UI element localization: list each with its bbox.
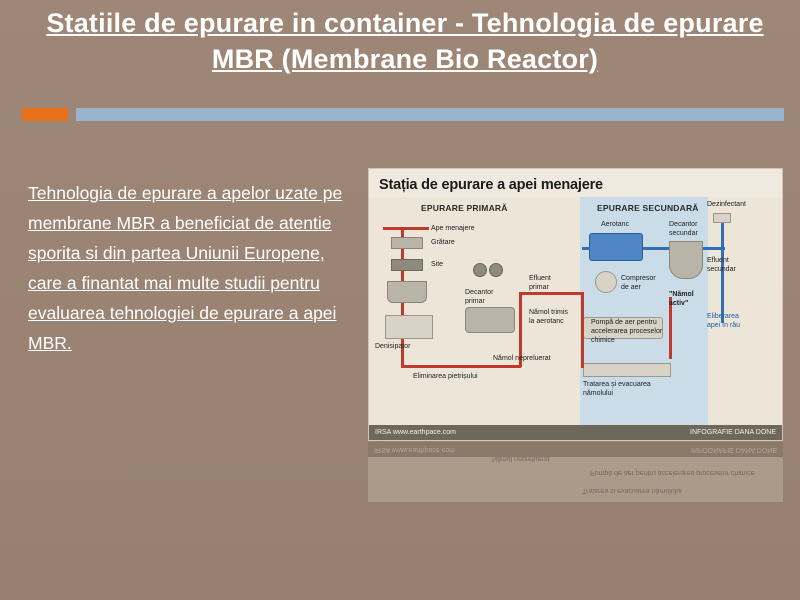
label-eliminarea-pietrisului: Eliminarea pietrișului: [413, 373, 478, 380]
reflection-source: IRSA www.earthpace.com: [374, 446, 455, 453]
divider-accent-blue: [76, 108, 784, 121]
reflection-label-2: Pompă de aer pentru accelerarea proceselor chimice: [590, 469, 755, 476]
pipe-to-aerotank: [582, 247, 590, 250]
figure-reflection: [368, 442, 783, 502]
label-decantor-secundar: Decantor secundar: [669, 221, 698, 237]
label-tratarea-namolului: Tratarea și evacuarea nămolului: [583, 381, 651, 397]
label-namol-activ: "Nămol activ": [669, 291, 694, 307]
zone-label-primary: EPURARE PRIMARĂ: [421, 203, 508, 213]
divider-accent-orange: [22, 108, 68, 121]
reflection-credit: INFOGRAFIE DANA DONE: [691, 446, 777, 453]
disinfectant-unit: [713, 213, 731, 223]
label-efluent-primar: Efluent primar: [529, 275, 551, 291]
label-ape-menajere: Ape menajere: [431, 225, 475, 232]
body-paragraph: Tehnologia de epurare a apelor uzate pe membrane MBR a beneficiat de atentie sporita si din partea Uniunii Europene, care a finantat mai multe studii pentru evaluarea tehnologiei de epurare a apei MBR.: [28, 183, 343, 354]
pipe-sludge-return: [581, 292, 584, 368]
pump-1: [473, 263, 487, 277]
label-gratare: Grătare: [431, 239, 455, 246]
reflection-surface: [368, 442, 783, 502]
pipe-to-secondary-decanter: [643, 247, 669, 250]
pipe-primary-bottom: [401, 365, 521, 368]
label-compresor-de-aer: Compresor de aer: [621, 275, 656, 291]
sand-trap: [385, 315, 433, 339]
label-namol-nepreluerat: Nămol nepreluerat: [493, 355, 551, 362]
secondary-decanter: [669, 241, 703, 279]
pump-2: [489, 263, 503, 277]
screen-unit: [391, 237, 423, 249]
figure-credit: INFOGRAFIE DANA DONE: [690, 429, 776, 436]
zone-label-secondary: EPURARE SECUNDARĂ: [597, 203, 699, 213]
zone-disinfection: [708, 197, 782, 425]
figure-wastewater-diagram: [368, 168, 783, 441]
label-dezinfectant: Dezinfectant: [707, 201, 746, 208]
reflection-label-3: Nămol nepreluerat: [492, 455, 550, 462]
aeration-tank: [589, 233, 643, 261]
label-eliberarea-apei: Eliberarea apei în râu: [707, 313, 741, 329]
sieve-unit: [391, 259, 423, 271]
primary-decanter: [465, 307, 515, 333]
sludge-treatment: [583, 363, 671, 377]
air-compressor: [595, 271, 617, 293]
page-title: Statiile de epurare in container - Tehnologia de epurare MBR (Membrane Bio Reactor): [46, 8, 764, 74]
reflection-footer: [368, 442, 783, 457]
divider: [0, 106, 800, 122]
label-aerotanc: Aerotanc: [601, 221, 630, 228]
figure-footer: [369, 425, 782, 440]
label-namol-trimis: Nămol trimis la aerotanc: [529, 309, 568, 325]
figure-body: [369, 197, 782, 425]
label-pompa-de-aer: Pompă de aer pentru accelerarea proceselor chimice: [591, 319, 663, 344]
figure-source: IRSA www.earthpace.com: [375, 429, 456, 436]
figure-title: Stația de epurare a apei menajere: [379, 177, 603, 193]
label-denisipator: Denisipator: [375, 343, 411, 350]
grit-chamber: [387, 281, 427, 303]
reflection-label-1: Tratarea și evacuarea nămolului: [582, 487, 682, 494]
label-efluent-secundar: Efluent secundar: [707, 257, 736, 273]
label-decantor-primar: Decantor primar: [465, 289, 494, 305]
label-site: Site: [431, 261, 444, 268]
title-block: [40, 6, 770, 77]
pipe-inlet: [383, 227, 429, 230]
